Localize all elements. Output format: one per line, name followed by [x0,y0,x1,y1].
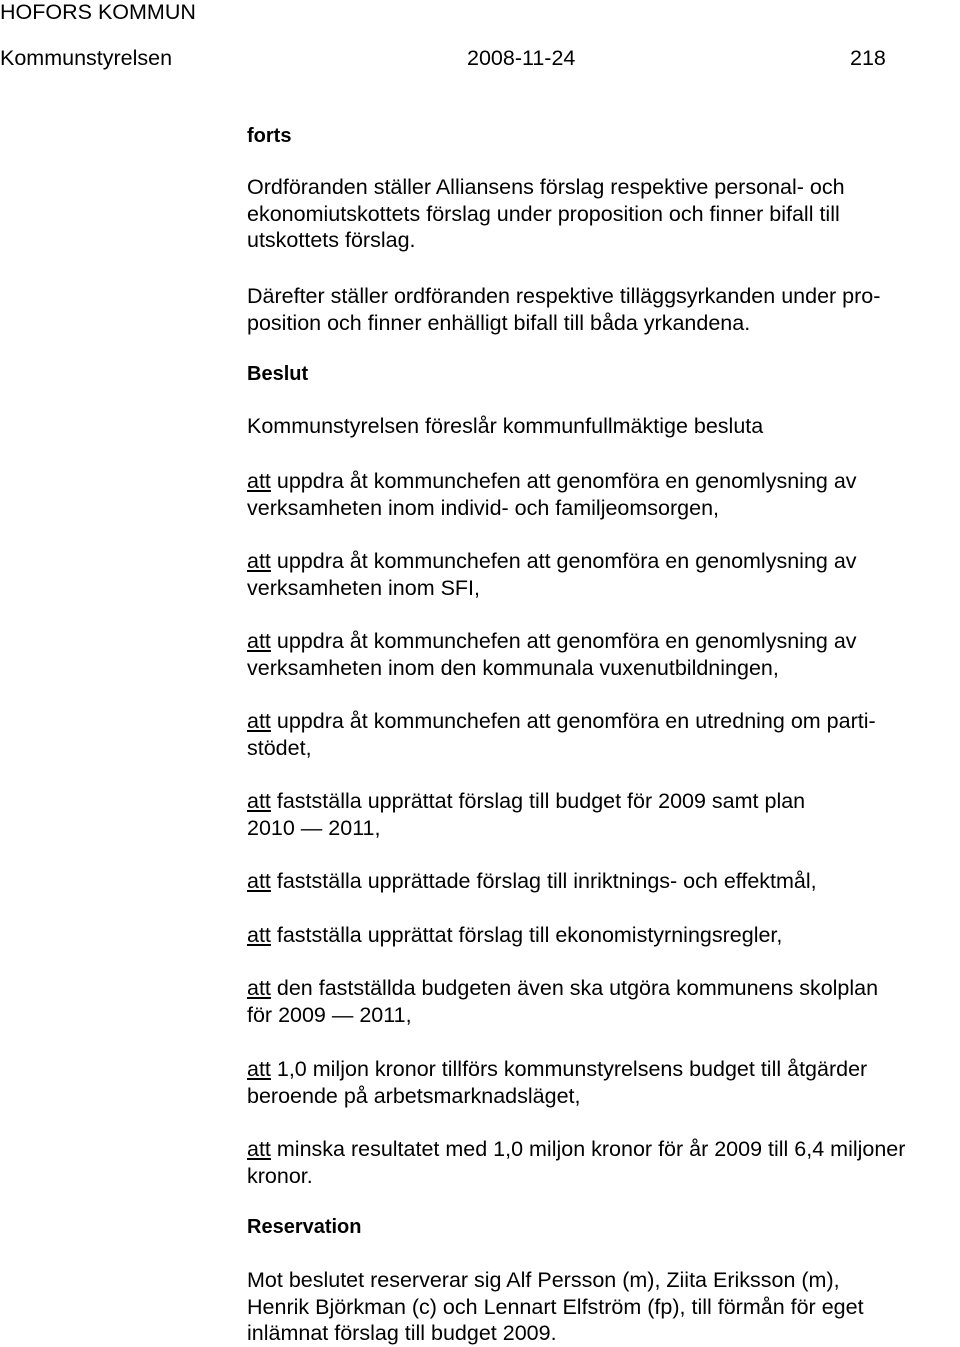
att-keyword: att [247,789,271,813]
att-keyword: att [247,629,271,653]
att-keyword: att [247,976,271,1000]
organization-name: HOFORS KOMMUN [0,0,196,24]
item-continuation: verksamheten inom den kommunala vuxenutbildningen, [247,655,779,680]
decision-item [247,1136,959,1189]
decision-item [247,468,959,521]
decision-item [247,1056,959,1109]
item-text: 1,0 miljon kronor tillförs kommunstyrelsens budget till åtgärder [270,1057,868,1081]
text-line: Ordföranden ställer Alliansens förslag respektive personal- och [247,175,845,199]
decision-item [247,548,959,601]
text-line: Kommunstyrelsen föreslår kommunfullmäktige besluta [247,414,764,438]
item-continuation: kronor. [247,1163,313,1188]
item-text: den fastställda budgeten även ska utgöra kommunens skolplan [270,976,879,1000]
section-heading-forts: forts [247,125,292,147]
item-text: uppdra åt kommunchefen att genomföra en utredning om parti- [270,709,876,733]
att-keyword: att [247,709,271,733]
text-line: utskottets förslag. [247,228,416,252]
item-text: uppdra åt kommunchefen att genomföra en genomlysning av [270,629,857,653]
item-continuation: 2010 — 2011, [247,815,381,840]
item-text: fastställa upprättat förslag till ekonomistyrningsregler, [270,923,783,947]
text-line: ekonomiutskottets förslag under proposition och finner bifall till [247,201,840,226]
text-line: inlämnat förslag till budget 2009. [247,1321,557,1345]
text-line: Mot beslutet reserverar sig Alf Persson (m), Ziita Eriksson (m), [247,1268,840,1292]
item-text: fastställa upprättat förslag till budget för 2009 samt plan [270,789,806,813]
body-name: Kommunstyrelsen [0,46,173,70]
item-text: fastställa upprättade förslag till inriktnings- och effektmål, [270,869,817,893]
section-heading-beslut: Beslut [247,363,309,385]
intro-paragraph-2 [247,283,959,336]
item-continuation: verksamheten inom individ- och familjeomsorgen, [247,495,720,520]
meeting-date: 2008-11-24 [467,46,576,70]
text-line: Henrik Björkman (c) och Lennart Elfström (fp), till förmån för eget [247,1294,864,1319]
att-keyword: att [247,1137,271,1161]
item-continuation: för 2009 — 2011, [247,1002,412,1027]
att-keyword: att [247,1057,271,1081]
decision-item [247,628,959,681]
text-line: Därefter ställer ordföranden respektive tilläggsyrkanden under pro- [247,284,881,308]
item-continuation: stödet, [247,735,312,760]
decision-item [247,708,959,761]
decision-item [247,788,959,841]
text-line: position och finner enhälligt bifall till båda yrkandena. [247,310,751,335]
decision-lead [247,413,959,440]
intro-paragraph-1 [247,174,959,254]
item-text: minska resultatet med 1,0 miljon kronor för år 2009 till 6,4 miljoner [270,1137,906,1161]
att-keyword: att [247,869,271,893]
att-keyword: att [247,923,271,947]
decision-item [247,868,959,895]
reservation-paragraph [247,1267,959,1347]
page-number: 218 [850,46,886,70]
item-text: uppdra åt kommunchefen att genomföra en genomlysning av [270,469,857,493]
att-keyword: att [247,549,271,573]
decision-item [247,975,959,1028]
decision-item [247,922,959,949]
item-continuation: beroende på arbetsmarknadsläget, [247,1083,581,1108]
section-heading-reservation: Reservation [247,1216,362,1238]
item-continuation: verksamheten inom SFI, [247,575,481,600]
att-keyword: att [247,469,271,493]
item-text: uppdra åt kommunchefen att genomföra en genomlysning av [270,549,857,573]
